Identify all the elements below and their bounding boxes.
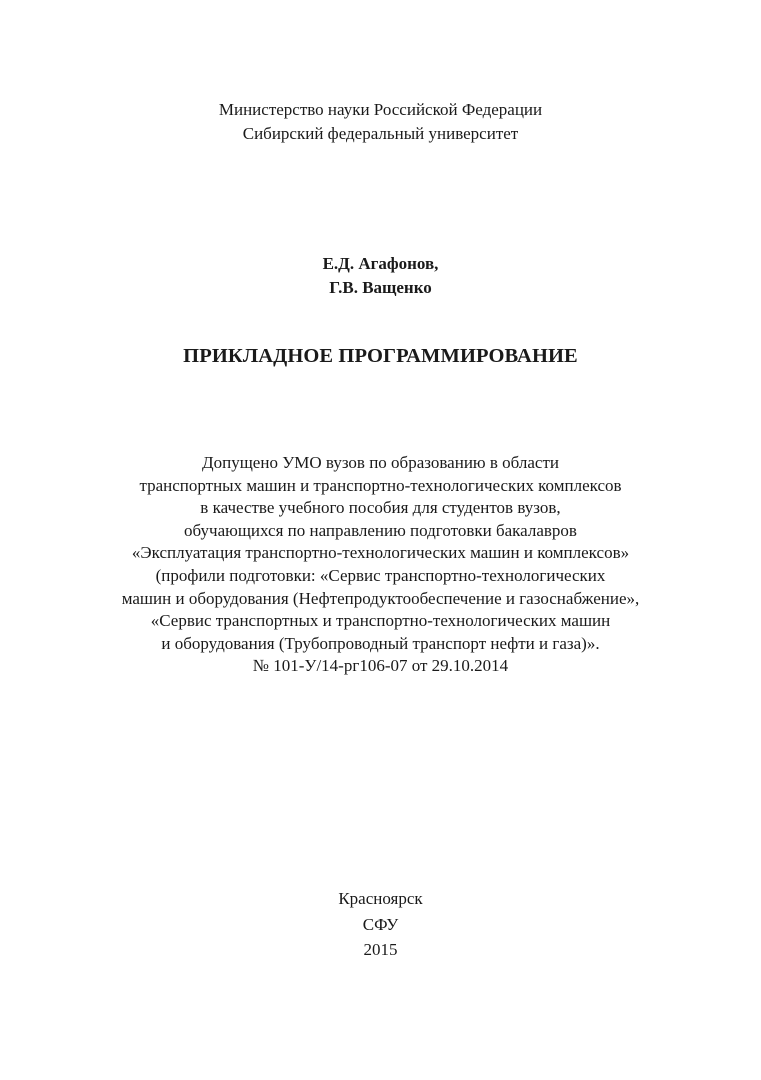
- approval-line: машин и оборудования (Нефтепродуктообеспечение и газоснабжение»,: [121, 588, 640, 608]
- imprint-block: [0, 886, 761, 963]
- author-name: Г.В. Ващенко: [329, 278, 432, 297]
- approval-number: № 101-У/14-рг106-07 от 29.10.2014: [252, 656, 509, 676]
- approval-line: Допущено УМО вузов по образованию в области: [202, 453, 559, 472]
- approval-line: в качестве учебного пособия для студентов вузов,: [200, 498, 561, 518]
- authors-block: [0, 252, 761, 300]
- approval-line: транспортных машин и транспортно-технологических комплексов: [139, 475, 622, 495]
- approval-line: обучающихся по направлению подготовки бакалавров: [184, 520, 577, 540]
- approval-line: (профили подготовки: «Сервис транспортно-технологических: [155, 565, 606, 585]
- approval-line: «Эксплуатация транспортно-технологических машин и комплексов»: [131, 543, 630, 563]
- approval-line: и оборудования (Трубопроводный транспорт нефти и газа)».: [161, 633, 600, 653]
- author-name: Е.Д. Агафонов,: [322, 254, 439, 273]
- imprint-year: 2015: [363, 940, 398, 959]
- imprint-publisher: СФУ: [362, 914, 399, 934]
- university-name: Сибирский федеральный университет: [242, 124, 519, 143]
- book-title: ПРИКЛАДНОЕ ПРОГРАММИРОВАНИЕ: [183, 345, 578, 367]
- approval-line: «Сервис транспортных и транспортно-технологических машин: [150, 611, 611, 631]
- approval-statement: [0, 452, 761, 678]
- ministry-name: Министерство науки Российской Федерации: [218, 100, 543, 119]
- organization-block: [0, 98, 761, 146]
- imprint-city: Красноярск: [338, 889, 423, 908]
